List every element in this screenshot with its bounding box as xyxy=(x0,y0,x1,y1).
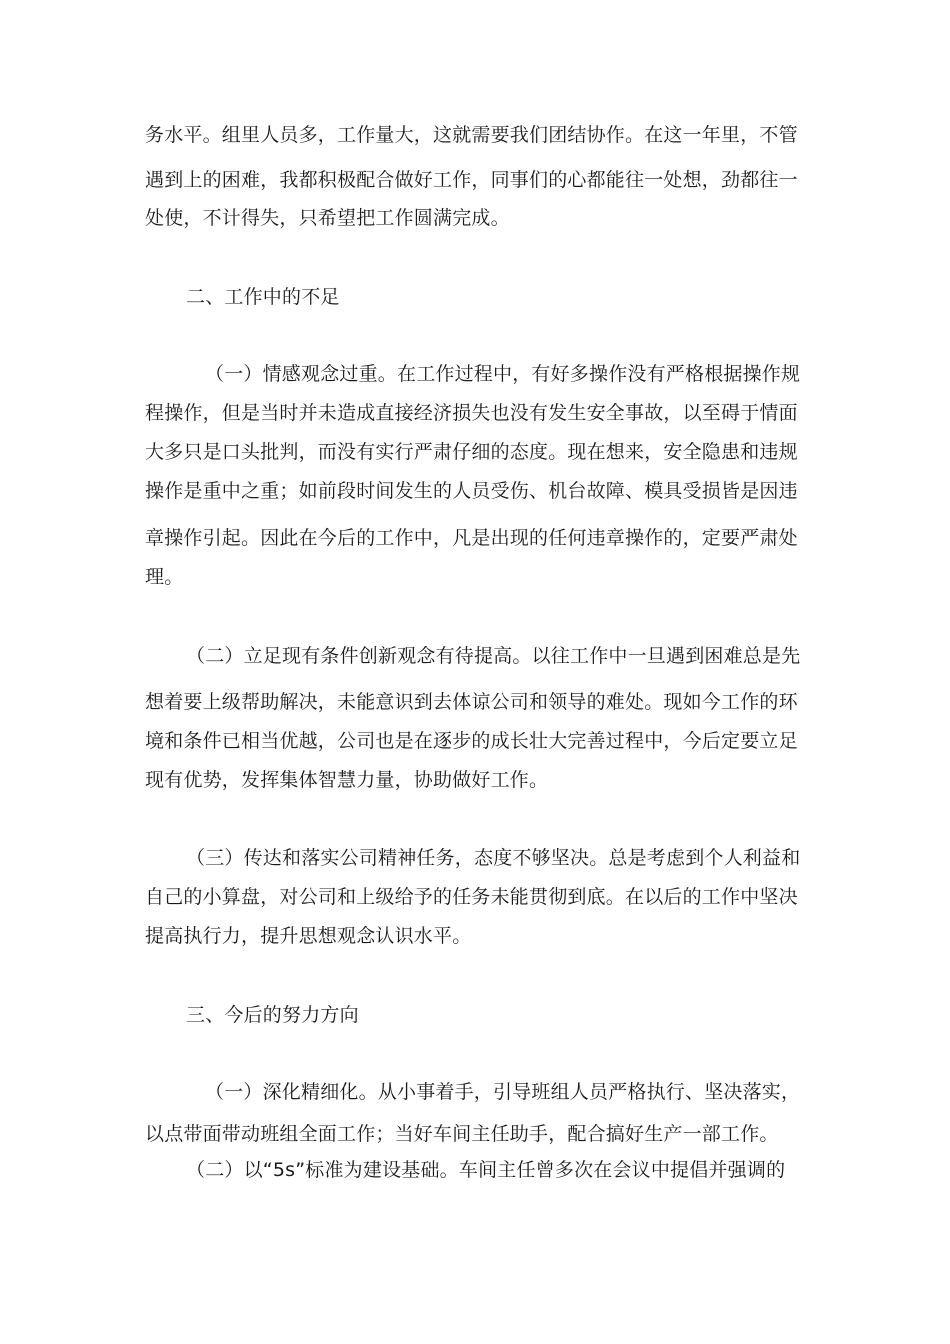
text-line: 境和条件已相当优越，公司也是在逐步的成长壮大完善过程中，今后定要立足 xyxy=(145,730,798,752)
text-line: 遇到上的困难，我都积极配合做好工作，同事们的心都能往一处想，劲都往一 xyxy=(145,169,798,191)
text-line: 理。 xyxy=(145,566,184,588)
text-line: 想着要上级帮助解决，未能意识到去体谅公司和领导的难处。现如今工作的环 xyxy=(145,691,798,713)
text-line: （一）深化精细化。从小事着手，引导班组人员严格执行、坚决落实， xyxy=(205,1081,801,1103)
text-line: 以点带面带动班组全面工作；当好车间主任助手，配合搞好生产一部工作。 xyxy=(145,1123,779,1145)
text-line: 自己的小算盘，对公司和上级给予的任务未能贯彻到底。在以后的工作中坚决 xyxy=(145,886,798,908)
text-line: （三）传达和落实公司精神任务，态度不够坚决。总是考虑到个人利益和 xyxy=(186,847,801,869)
text-line: 大多只是口头批判，而没有实行严肃仔细的态度。现在想来，安全隐患和违规 xyxy=(145,441,798,463)
section-heading: 二、工作中的不足 xyxy=(186,286,340,308)
text-line: 程操作，但是当时并未造成直接经济损失也没有发生安全事故，以至碍于情面 xyxy=(145,402,798,424)
section-heading: 三、今后的努力方向 xyxy=(186,1004,359,1026)
text-line: （二）立足现有条件创新观念有待提高。以往工作中一旦遇到困难总是先 xyxy=(186,645,801,667)
text-line: 处使，不计得失，只希望把工作圆满完成。 xyxy=(145,207,510,229)
text-line: 操作是重中之重；如前段时间发生的人员受伤、机台故障、模具受损皆是因违 xyxy=(145,480,798,502)
text-line: 章操作引起。因此在今后的工作中，凡是出现的任何违章操作的，定要严肃处 xyxy=(145,527,798,549)
text-line: （一）情感观念过重。在工作过程中，有好多操作没有严格根据操作规 xyxy=(205,363,801,385)
text-line: 现有优势，发挥集体智慧力量，协助做好工作。 xyxy=(145,769,549,791)
text-line: （二）以“5s”标准为建设基础。车间主任曾多次在会议中提倡并强调的 xyxy=(186,1159,786,1181)
text-line: 提高执行力，提升思想观念认识水平。 xyxy=(145,925,472,947)
text-line: 务水平。组里人员多，工作量大，这就需要我们团结协作。在这一年里，不管 xyxy=(145,124,798,146)
